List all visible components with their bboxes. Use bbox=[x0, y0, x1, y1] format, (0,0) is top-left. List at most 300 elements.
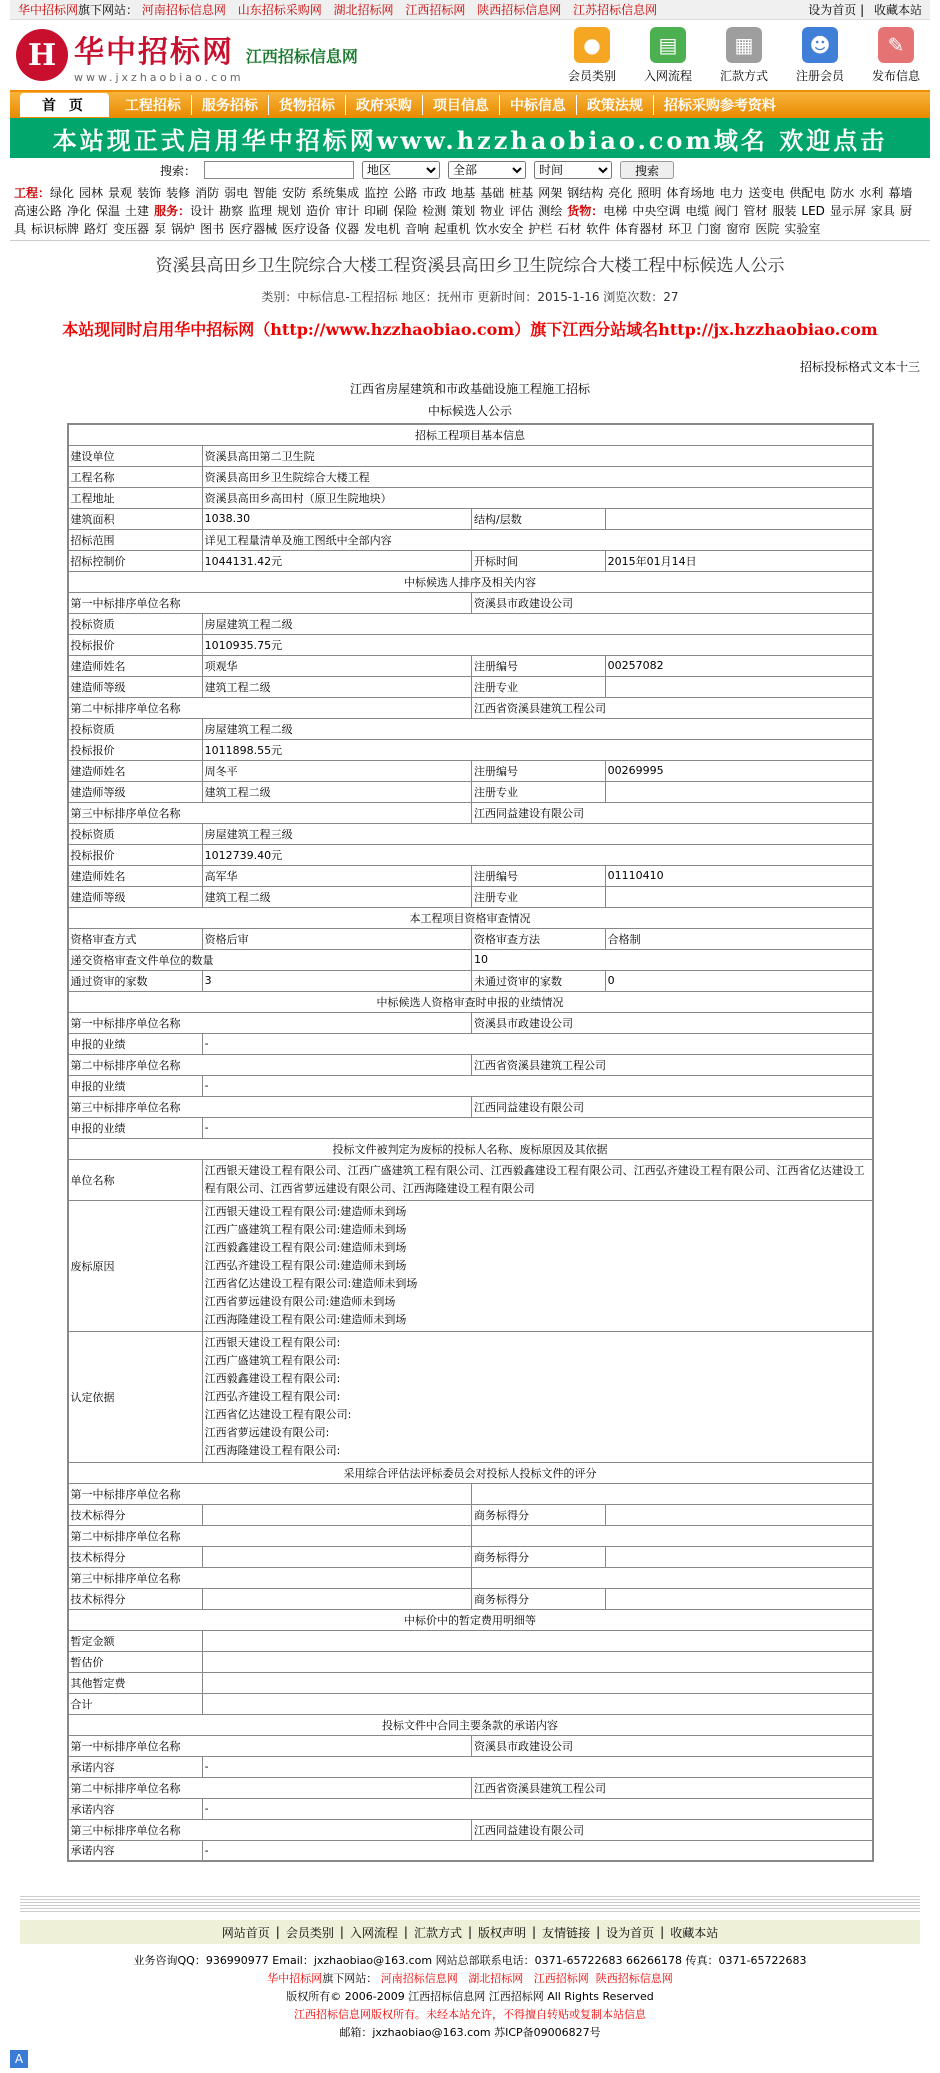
cell-value: 00257082 bbox=[605, 655, 872, 676]
cell-value bbox=[605, 676, 872, 697]
category-engineering-link[interactable]: 基础 bbox=[480, 186, 505, 200]
category-engineering-link[interactable]: 智能 bbox=[253, 186, 278, 200]
category-goods-link[interactable]: 音响 bbox=[405, 222, 430, 236]
footer-separator: | bbox=[467, 1925, 473, 1939]
cell-value: 00269995 bbox=[605, 760, 872, 781]
footer-site-link[interactable]: 湖北招标网 bbox=[468, 1972, 524, 1985]
table-row bbox=[68, 1096, 873, 1117]
category-goods-link[interactable]: 饮水安全 bbox=[475, 222, 524, 236]
nav-goods[interactable]: 货物招标 bbox=[269, 95, 346, 115]
cell-value: - bbox=[202, 1798, 872, 1819]
site-link-jiangxi[interactable]: 江西招标网 bbox=[405, 3, 466, 17]
category-service-link[interactable]: 评估 bbox=[509, 204, 534, 218]
cell-label: 投标资质 bbox=[68, 823, 203, 844]
table-row bbox=[68, 1012, 873, 1033]
category-engineering-link[interactable]: 钢结构 bbox=[567, 186, 604, 200]
footer-link[interactable]: 入网流程 bbox=[349, 1925, 398, 1940]
cell-value: - bbox=[202, 1075, 872, 1096]
category-goods-link[interactable]: 软件 bbox=[586, 222, 611, 236]
category-engineering-link[interactable]: 地基 bbox=[451, 186, 476, 200]
category-engineering-link[interactable]: 景观 bbox=[108, 186, 133, 200]
footer-separator: | bbox=[660, 1925, 665, 1939]
category-goods-link[interactable]: 变压器 bbox=[113, 222, 150, 236]
table-row bbox=[68, 592, 873, 613]
category-service-link[interactable]: 检测 bbox=[422, 204, 447, 218]
section-qualification: 本工程项目资格审查情况 bbox=[68, 907, 873, 928]
nav-engineering[interactable]: 工程招标 bbox=[115, 95, 192, 115]
category-engineering-link[interactable]: 系统集成 bbox=[311, 186, 360, 200]
category-goods-link[interactable]: 仪器 bbox=[335, 222, 360, 236]
domain-notice[interactable]: 本站现同时启用华中招标网（http://www.hzzhaobiao.com）旗下江西分站域名http://jx.hzzhaobiao.com bbox=[62, 320, 878, 339]
footer-link[interactable]: 收藏本站 bbox=[670, 1925, 719, 1940]
cell-value: 3 bbox=[202, 970, 471, 991]
reject-reason-line: 江西省亿达建设工程有限公司:建造师未到场 bbox=[204, 1276, 418, 1290]
table-row bbox=[68, 1651, 873, 1672]
set-home-link[interactable]: 设为首页 bbox=[808, 3, 857, 17]
category-goods-link[interactable]: 起重机 bbox=[434, 222, 471, 236]
category-goods-link[interactable]: 医院 bbox=[755, 222, 780, 236]
category-goods-link[interactable]: 厨具 bbox=[14, 204, 912, 236]
table-row bbox=[68, 1819, 873, 1840]
site-link-shandong[interactable]: 山东招标采购网 bbox=[237, 3, 322, 17]
category-goods-link[interactable]: 泵 bbox=[154, 222, 167, 236]
site-link-jiangsu[interactable]: 江苏招标信息网 bbox=[573, 3, 658, 17]
main-nav bbox=[10, 90, 930, 118]
table-row bbox=[68, 1054, 873, 1075]
quick-payment[interactable] bbox=[716, 27, 772, 84]
category-engineering-link[interactable]: 幕墙 bbox=[888, 186, 913, 200]
cell-label: 其他暂定费 bbox=[68, 1672, 203, 1693]
users-icon: ☻ bbox=[802, 27, 838, 63]
search-input[interactable] bbox=[204, 161, 354, 179]
cell-label: 递交资格审查文件单位的数量 bbox=[68, 949, 472, 970]
basis-line: 江西弘齐建设工程有限公司: bbox=[204, 1389, 341, 1403]
category-engineering-link[interactable]: 亮化 bbox=[608, 186, 633, 200]
footer-info bbox=[10, 1952, 930, 2042]
category-goods-link[interactable]: 电缆 bbox=[685, 204, 710, 218]
category-goods-link[interactable]: 实验室 bbox=[784, 222, 821, 236]
category-engineering-link[interactable]: 市政 bbox=[422, 186, 447, 200]
nav-awards[interactable]: 中标信息 bbox=[500, 95, 577, 115]
table-row bbox=[68, 1483, 873, 1504]
nav-home[interactable]: 首 页 bbox=[20, 93, 109, 117]
category-service-link[interactable]: 策划 bbox=[451, 204, 476, 218]
category-engineering-link[interactable]: 防水 bbox=[830, 186, 855, 200]
table-row bbox=[68, 760, 873, 781]
quick-label: 发布信息 bbox=[871, 68, 920, 83]
category-goods-link[interactable]: 石材 bbox=[557, 222, 582, 236]
cell-value: - bbox=[202, 1117, 872, 1138]
cell-value: 资溪县高田乡高田村（原卫生院地块） bbox=[202, 487, 872, 508]
cell-value bbox=[472, 1567, 873, 1588]
site-logo[interactable] bbox=[16, 27, 358, 84]
category-service-link[interactable]: 审计 bbox=[335, 204, 360, 218]
cell-value bbox=[202, 1546, 471, 1567]
quick-join-process[interactable] bbox=[640, 27, 696, 84]
cell-label: 技术标得分 bbox=[68, 1588, 203, 1609]
reject-reason-line: 江西省萝远建设有限公司:建造师未到场 bbox=[204, 1294, 396, 1308]
category-service-link[interactable]: 造价 bbox=[306, 204, 331, 218]
topbar-brand-suffix: 旗下网站： bbox=[78, 3, 139, 17]
footer-brand[interactable]: 华中招标网 bbox=[267, 1972, 323, 1985]
logo-mark-icon: H bbox=[16, 29, 68, 81]
category-goods-link[interactable]: 环卫 bbox=[668, 222, 693, 236]
cell-value: 01110410 bbox=[605, 865, 872, 886]
cell-label: 注册专业 bbox=[472, 886, 606, 907]
table-row bbox=[68, 1033, 873, 1054]
reject-reason-line: 江西海隆建设工程有限公司:建造师未到场 bbox=[204, 1312, 407, 1326]
cell-label: 工程地址 bbox=[68, 487, 203, 508]
region-select[interactable] bbox=[362, 161, 440, 179]
cell-value: 详见工程量清单及施工图纸中全部内容 bbox=[202, 529, 872, 550]
category-goods-link[interactable]: 护栏 bbox=[528, 222, 553, 236]
category-engineering-link[interactable]: 装修 bbox=[166, 186, 191, 200]
rejected-reasons bbox=[202, 1200, 872, 1331]
category-links bbox=[10, 182, 930, 241]
category-engineering-link[interactable]: 绿化 bbox=[50, 186, 75, 200]
table-row bbox=[68, 1567, 873, 1588]
nav-reference[interactable]: 招标采购参考资料 bbox=[663, 98, 776, 114]
site-link-shaanxi[interactable]: 陕西招标信息网 bbox=[477, 3, 562, 17]
type-select[interactable] bbox=[448, 161, 526, 179]
bid-price: 1012739.40元 bbox=[202, 844, 872, 865]
category-goods-link[interactable]: 体育器材 bbox=[615, 222, 664, 236]
category-engineering-link[interactable]: 体育场地 bbox=[666, 186, 715, 200]
cell-label: 未通过资审的家数 bbox=[472, 970, 606, 991]
cell-label: 商务标得分 bbox=[472, 1546, 606, 1567]
header bbox=[10, 20, 930, 90]
table-row bbox=[68, 613, 873, 634]
nav-gov-procurement[interactable]: 政府采购 bbox=[346, 95, 423, 115]
footer-link[interactable]: 汇款方式 bbox=[413, 1925, 462, 1940]
category-engineering-link[interactable]: 土建 bbox=[125, 204, 150, 218]
cell-value bbox=[202, 1651, 872, 1672]
doc-title-1: 江西省房屋建筑和市政基础设施工程施工招标 bbox=[349, 382, 590, 396]
announcement-document bbox=[20, 358, 920, 1862]
category-goods-link[interactable]: 医疗设备 bbox=[282, 222, 331, 236]
cell-label: 建造师等级 bbox=[68, 676, 203, 697]
candidates-body bbox=[68, 592, 873, 907]
footer-warning: 江西招标信息网版权所有。未经本站允许，不得擅自转贴或复制本站信息 bbox=[294, 2008, 646, 2021]
quick-label: 入网流程 bbox=[643, 68, 692, 83]
category-engineering-link[interactable]: 净化 bbox=[67, 204, 92, 218]
article-meta: 类别：中标信息-工程招标 地区：抚州市 更新时间：2015-1-16 浏览次数：27 bbox=[261, 290, 679, 304]
table-row bbox=[68, 1630, 873, 1651]
cell-label: 注册编号 bbox=[472, 865, 606, 886]
category-engineering-link[interactable]: 安防 bbox=[282, 186, 307, 200]
category-service-link[interactable]: 勘察 bbox=[219, 204, 244, 218]
cell-label: 单位名称 bbox=[68, 1159, 203, 1200]
corner-badge-icon[interactable]: A bbox=[10, 2050, 28, 2068]
nav-service[interactable]: 服务招标 bbox=[192, 95, 269, 115]
cell-label: 工程名称 bbox=[68, 466, 203, 487]
cell-value bbox=[605, 886, 872, 907]
candidate-name: 江西同益建设有限公司 bbox=[472, 1819, 873, 1840]
category-goods-link[interactable]: 发电机 bbox=[364, 222, 401, 236]
table-row bbox=[68, 1735, 873, 1756]
domain-banner[interactable]: 本站现正式启用华中招标网www.hzzhaobiao.com域名 欢迎点击 bbox=[10, 118, 930, 158]
candidate-name: 江西同益建设有限公司 bbox=[472, 1096, 873, 1117]
category-goods-label: 货物： bbox=[567, 204, 604, 218]
table-row bbox=[68, 1693, 873, 1714]
bid-price: 1010935.75元 bbox=[202, 634, 872, 655]
table-row bbox=[68, 1546, 873, 1567]
cell-label: 第二中标排序单位名称 bbox=[68, 1777, 472, 1798]
footer-separator: | bbox=[275, 1925, 280, 1939]
category-goods-link[interactable]: 路灯 bbox=[84, 222, 109, 236]
document-icon: ▦ bbox=[726, 27, 762, 63]
category-goods-link[interactable]: 阀门 bbox=[714, 204, 739, 218]
cell-label: 申报的业绩 bbox=[68, 1117, 203, 1138]
category-goods-link[interactable]: 锅炉 bbox=[171, 222, 196, 236]
footer-separator: | bbox=[596, 1925, 601, 1939]
table-row bbox=[68, 1117, 873, 1138]
category-engineering-link[interactable]: 网架 bbox=[538, 186, 563, 200]
cell-value bbox=[202, 1693, 872, 1714]
cell-label: 注册专业 bbox=[472, 781, 606, 802]
cell-label: 建造师等级 bbox=[68, 781, 203, 802]
footer-sites bbox=[10, 1970, 930, 1988]
bid-price: 1011898.55元 bbox=[202, 739, 872, 760]
notepad-icon: ✎ bbox=[878, 27, 914, 63]
cell-label: 第三中标排序单位名称 bbox=[68, 802, 472, 823]
category-engineering-link[interactable]: 电力 bbox=[719, 186, 744, 200]
table-row bbox=[68, 1075, 873, 1096]
section-promise: 投标文件中合同主要条款的承诺内容 bbox=[68, 1714, 873, 1735]
category-engineering-link[interactable]: 高速公路 bbox=[14, 204, 63, 218]
category-engineering-link[interactable]: 送变电 bbox=[748, 186, 785, 200]
cell-label: 第二中标排序单位名称 bbox=[68, 1054, 472, 1075]
cell-label: 第三中标排序单位名称 bbox=[68, 1567, 472, 1588]
basis-line: 江西省亿达建设工程有限公司: bbox=[204, 1407, 352, 1421]
category-engineering-link[interactable]: 水利 bbox=[859, 186, 884, 200]
quick-label: 会员类别 bbox=[567, 68, 616, 83]
basis-line: 江西银天建设工程有限公司: bbox=[204, 1335, 341, 1349]
member-icon: ● bbox=[574, 27, 610, 63]
category-goods-link[interactable]: 家具 bbox=[870, 204, 895, 218]
cell-label: 第一中标排序单位名称 bbox=[68, 1735, 472, 1756]
category-engineering-link[interactable]: 弱电 bbox=[224, 186, 249, 200]
footer-link[interactable]: 网站首页 bbox=[221, 1925, 270, 1940]
cell-value: 房屋建筑工程二级 bbox=[202, 718, 872, 739]
reject-reason-line: 江西广盛建筑工程有限公司:建造师未到场 bbox=[204, 1222, 407, 1236]
cell-value bbox=[605, 508, 872, 529]
cell-label: 建造师姓名 bbox=[68, 655, 203, 676]
footer-site-link[interactable]: 河南招标信息网 bbox=[380, 1972, 458, 1985]
category-goods-link[interactable]: LED bbox=[801, 204, 825, 218]
category-service-link[interactable]: 印刷 bbox=[364, 204, 389, 218]
performance-body bbox=[68, 1012, 873, 1138]
category-engineering-link[interactable]: 园林 bbox=[79, 186, 104, 200]
footer-separator: | bbox=[403, 1925, 408, 1939]
footer-link[interactable]: 设为首页 bbox=[606, 1925, 655, 1940]
quick-publish[interactable] bbox=[868, 27, 924, 84]
table-row bbox=[68, 802, 873, 823]
cell-value bbox=[472, 1483, 873, 1504]
table-row bbox=[68, 1588, 873, 1609]
table-row bbox=[68, 865, 873, 886]
reject-reason-line: 江西毅鑫建设工程有限公司:建造师未到场 bbox=[204, 1240, 407, 1254]
nav-projects[interactable]: 项目信息 bbox=[423, 95, 500, 115]
table-row bbox=[68, 1840, 873, 1861]
quick-register[interactable] bbox=[792, 27, 848, 84]
category-service-label: 服务： bbox=[154, 204, 191, 218]
table-row bbox=[68, 676, 873, 697]
logo-name: 华中招标网 bbox=[74, 34, 234, 70]
quick-member-type[interactable] bbox=[564, 27, 620, 84]
category-engineering-link[interactable]: 装饰 bbox=[137, 186, 162, 200]
table-row bbox=[68, 634, 873, 655]
cell-value: 资溪县高田乡卫生院综合大楼工程 bbox=[202, 466, 872, 487]
cell-label: 投标资质 bbox=[68, 718, 203, 739]
footer-email-icp: 邮箱：jxzhaobiao@163.com 苏ICP备09006827号 bbox=[339, 2026, 601, 2039]
cell-label: 结构/层数 bbox=[472, 508, 606, 529]
cell-label: 通过资审的家数 bbox=[68, 970, 203, 991]
format-number: 招标投标格式文本十三 bbox=[799, 360, 920, 374]
candidate-name: 资溪县市政建设公司 bbox=[472, 592, 873, 613]
table-row bbox=[68, 697, 873, 718]
table-row bbox=[68, 739, 873, 760]
cell-label: 第二中标排序单位名称 bbox=[68, 697, 472, 718]
category-service-link[interactable]: 保险 bbox=[393, 204, 418, 218]
footer-site-link[interactable]: 陕西招标信息网 bbox=[595, 1972, 673, 1985]
section-candidates: 中标候选人排序及相关内容 bbox=[68, 571, 873, 592]
footer-copyright: 版权所有© 2006-2009 江西招标信息网 江西招标网 All Rights Reserved bbox=[286, 1990, 654, 2003]
reject-reason-line: 江西弘齐建设工程有限公司:建造师未到场 bbox=[204, 1258, 407, 1272]
cell-label: 第一中标排序单位名称 bbox=[68, 1483, 472, 1504]
candidate-name: 资溪县市政建设公司 bbox=[472, 1012, 873, 1033]
site-link-henan[interactable]: 河南招标信息网 bbox=[141, 3, 226, 17]
scores-body bbox=[68, 1483, 873, 1609]
table-row bbox=[68, 886, 873, 907]
rejected-basis bbox=[202, 1331, 872, 1462]
category-engineering-link[interactable]: 监控 bbox=[364, 186, 389, 200]
reject-reason-line: 江西银天建设工程有限公司:建造师未到场 bbox=[204, 1204, 407, 1218]
quick-label: 注册会员 bbox=[795, 68, 844, 83]
cell-label: 废标原因 bbox=[68, 1200, 203, 1331]
search-bar bbox=[10, 158, 930, 182]
section-rejected: 投标文件被判定为废标的投标人名称、废标原因及其依据 bbox=[68, 1138, 873, 1159]
cell-value: 周冬平 bbox=[202, 760, 471, 781]
category-service-link[interactable]: 测绘 bbox=[538, 204, 563, 218]
footer-links bbox=[20, 1920, 920, 1944]
category-goods-link[interactable]: 医疗器械 bbox=[229, 222, 278, 236]
cell-label: 暂定金额 bbox=[68, 1630, 203, 1651]
cell-value bbox=[605, 781, 872, 802]
cell-label: 开标时间 bbox=[472, 550, 606, 571]
cell-label: 申报的业绩 bbox=[68, 1075, 203, 1096]
category-goods-link[interactable]: 窗帘 bbox=[726, 222, 751, 236]
cell-label: 招标范围 bbox=[68, 529, 203, 550]
category-engineering-link[interactable]: 消防 bbox=[195, 186, 220, 200]
category-goods-link[interactable]: 电梯 bbox=[603, 204, 628, 218]
cell-label: 技术标得分 bbox=[68, 1546, 203, 1567]
category-service-link[interactable]: 设计 bbox=[190, 204, 215, 218]
cell-value: 2015年01月14日 bbox=[605, 550, 872, 571]
category-service-link[interactable]: 规划 bbox=[277, 204, 302, 218]
category-engineering-link[interactable]: 公路 bbox=[393, 186, 418, 200]
cell-label: 建造师姓名 bbox=[68, 760, 203, 781]
search-button[interactable]: 搜索 bbox=[620, 161, 674, 179]
cell-label: 注册专业 bbox=[472, 676, 606, 697]
cell-value: - bbox=[202, 1033, 872, 1054]
article-title: 资溪县高田乡卫生院综合大楼工程资溪县高田乡卫生院综合大楼工程中标候选人公示 bbox=[155, 256, 785, 276]
cell-label: 暂估价 bbox=[68, 1651, 203, 1672]
cell-label: 建设单位 bbox=[68, 445, 203, 466]
basis-line: 江西省萝远建设有限公司: bbox=[204, 1425, 330, 1439]
table-row bbox=[68, 1504, 873, 1525]
footer-link[interactable]: 会员类别 bbox=[285, 1925, 334, 1940]
category-goods-link[interactable]: 服装 bbox=[772, 204, 797, 218]
table-row bbox=[68, 1777, 873, 1798]
cell-value: 房屋建筑工程二级 bbox=[202, 613, 872, 634]
category-goods-link[interactable]: 显示屏 bbox=[829, 204, 866, 218]
cell-value bbox=[202, 1504, 471, 1525]
category-engineering-link[interactable]: 保温 bbox=[96, 204, 121, 218]
cell-value bbox=[605, 1504, 872, 1525]
cell-value: 1038.30 bbox=[202, 508, 471, 529]
table-row bbox=[68, 1798, 873, 1819]
basis-line: 江西毅鑫建设工程有限公司: bbox=[204, 1371, 341, 1385]
cell-label: 承诺内容 bbox=[68, 1798, 203, 1819]
cell-label: 第一中标排序单位名称 bbox=[68, 592, 472, 613]
logo-subname: 江西招标信息网 bbox=[245, 46, 358, 66]
time-select[interactable] bbox=[534, 161, 612, 179]
nav-policy[interactable]: 政策法规 bbox=[577, 95, 654, 115]
cell-label: 申报的业绩 bbox=[68, 1033, 203, 1054]
table-row bbox=[68, 1525, 873, 1546]
category-goods-link[interactable]: 图书 bbox=[200, 222, 225, 236]
cell-label: 资格审查方法 bbox=[472, 928, 606, 949]
basis-line: 江西广盛建筑工程有限公司: bbox=[204, 1353, 341, 1367]
table-row bbox=[68, 718, 873, 739]
cell-value: 10 bbox=[472, 949, 873, 970]
footer-separator: | bbox=[339, 1925, 344, 1939]
cell-label: 第三中标排序单位名称 bbox=[68, 1819, 472, 1840]
cell-label: 注册编号 bbox=[472, 760, 606, 781]
topbar-brand[interactable]: 华中招标网 bbox=[18, 3, 79, 17]
candidate-table bbox=[67, 423, 874, 1862]
cell-label: 第二中标排序单位名称 bbox=[68, 1525, 472, 1546]
table-row bbox=[68, 1672, 873, 1693]
candidate-name: 资溪县市政建设公司 bbox=[472, 1735, 873, 1756]
category-goods-link[interactable]: 标识标牌 bbox=[31, 222, 80, 236]
footer-contact: 业务咨询QQ：936990977 Email：jxzhaobiao@163.com 网站总部联系电话：0371-65722683 66266178 传真：0371-65722683 bbox=[133, 1954, 807, 1967]
candidate-name: 江西省资溪县建筑工程公司 bbox=[472, 1054, 873, 1075]
footer-link[interactable]: 版权声明 bbox=[478, 1925, 527, 1940]
cell-label: 第一中标排序单位名称 bbox=[68, 1012, 472, 1033]
category-goods-link[interactable]: 中央空调 bbox=[632, 204, 681, 218]
provisional-body bbox=[68, 1630, 873, 1714]
table-row bbox=[68, 1756, 873, 1777]
category-goods-link[interactable]: 门窗 bbox=[697, 222, 722, 236]
category-engineering-link[interactable]: 照明 bbox=[637, 186, 662, 200]
category-engineering-link[interactable]: 供配电 bbox=[789, 186, 826, 200]
cell-value: - bbox=[202, 1756, 872, 1777]
site-link-hubei[interactable]: 湖北招标网 bbox=[333, 3, 394, 17]
bookmark-link[interactable]: 收藏本站 bbox=[873, 3, 922, 17]
table-row bbox=[68, 844, 873, 865]
footer-separator: | bbox=[532, 1925, 537, 1939]
category-goods-link[interactable]: 管材 bbox=[743, 204, 768, 218]
cell-label: 承诺内容 bbox=[68, 1756, 203, 1777]
footer-site-link[interactable]: 江西招标网 bbox=[533, 1972, 589, 1985]
footer-link[interactable]: 友情链接 bbox=[542, 1925, 591, 1940]
category-engineering-link[interactable]: 桩基 bbox=[509, 186, 534, 200]
category-service-link[interactable]: 物业 bbox=[480, 204, 505, 218]
category-service-link[interactable]: 监理 bbox=[248, 204, 273, 218]
cell-label: 投标报价 bbox=[68, 739, 203, 760]
